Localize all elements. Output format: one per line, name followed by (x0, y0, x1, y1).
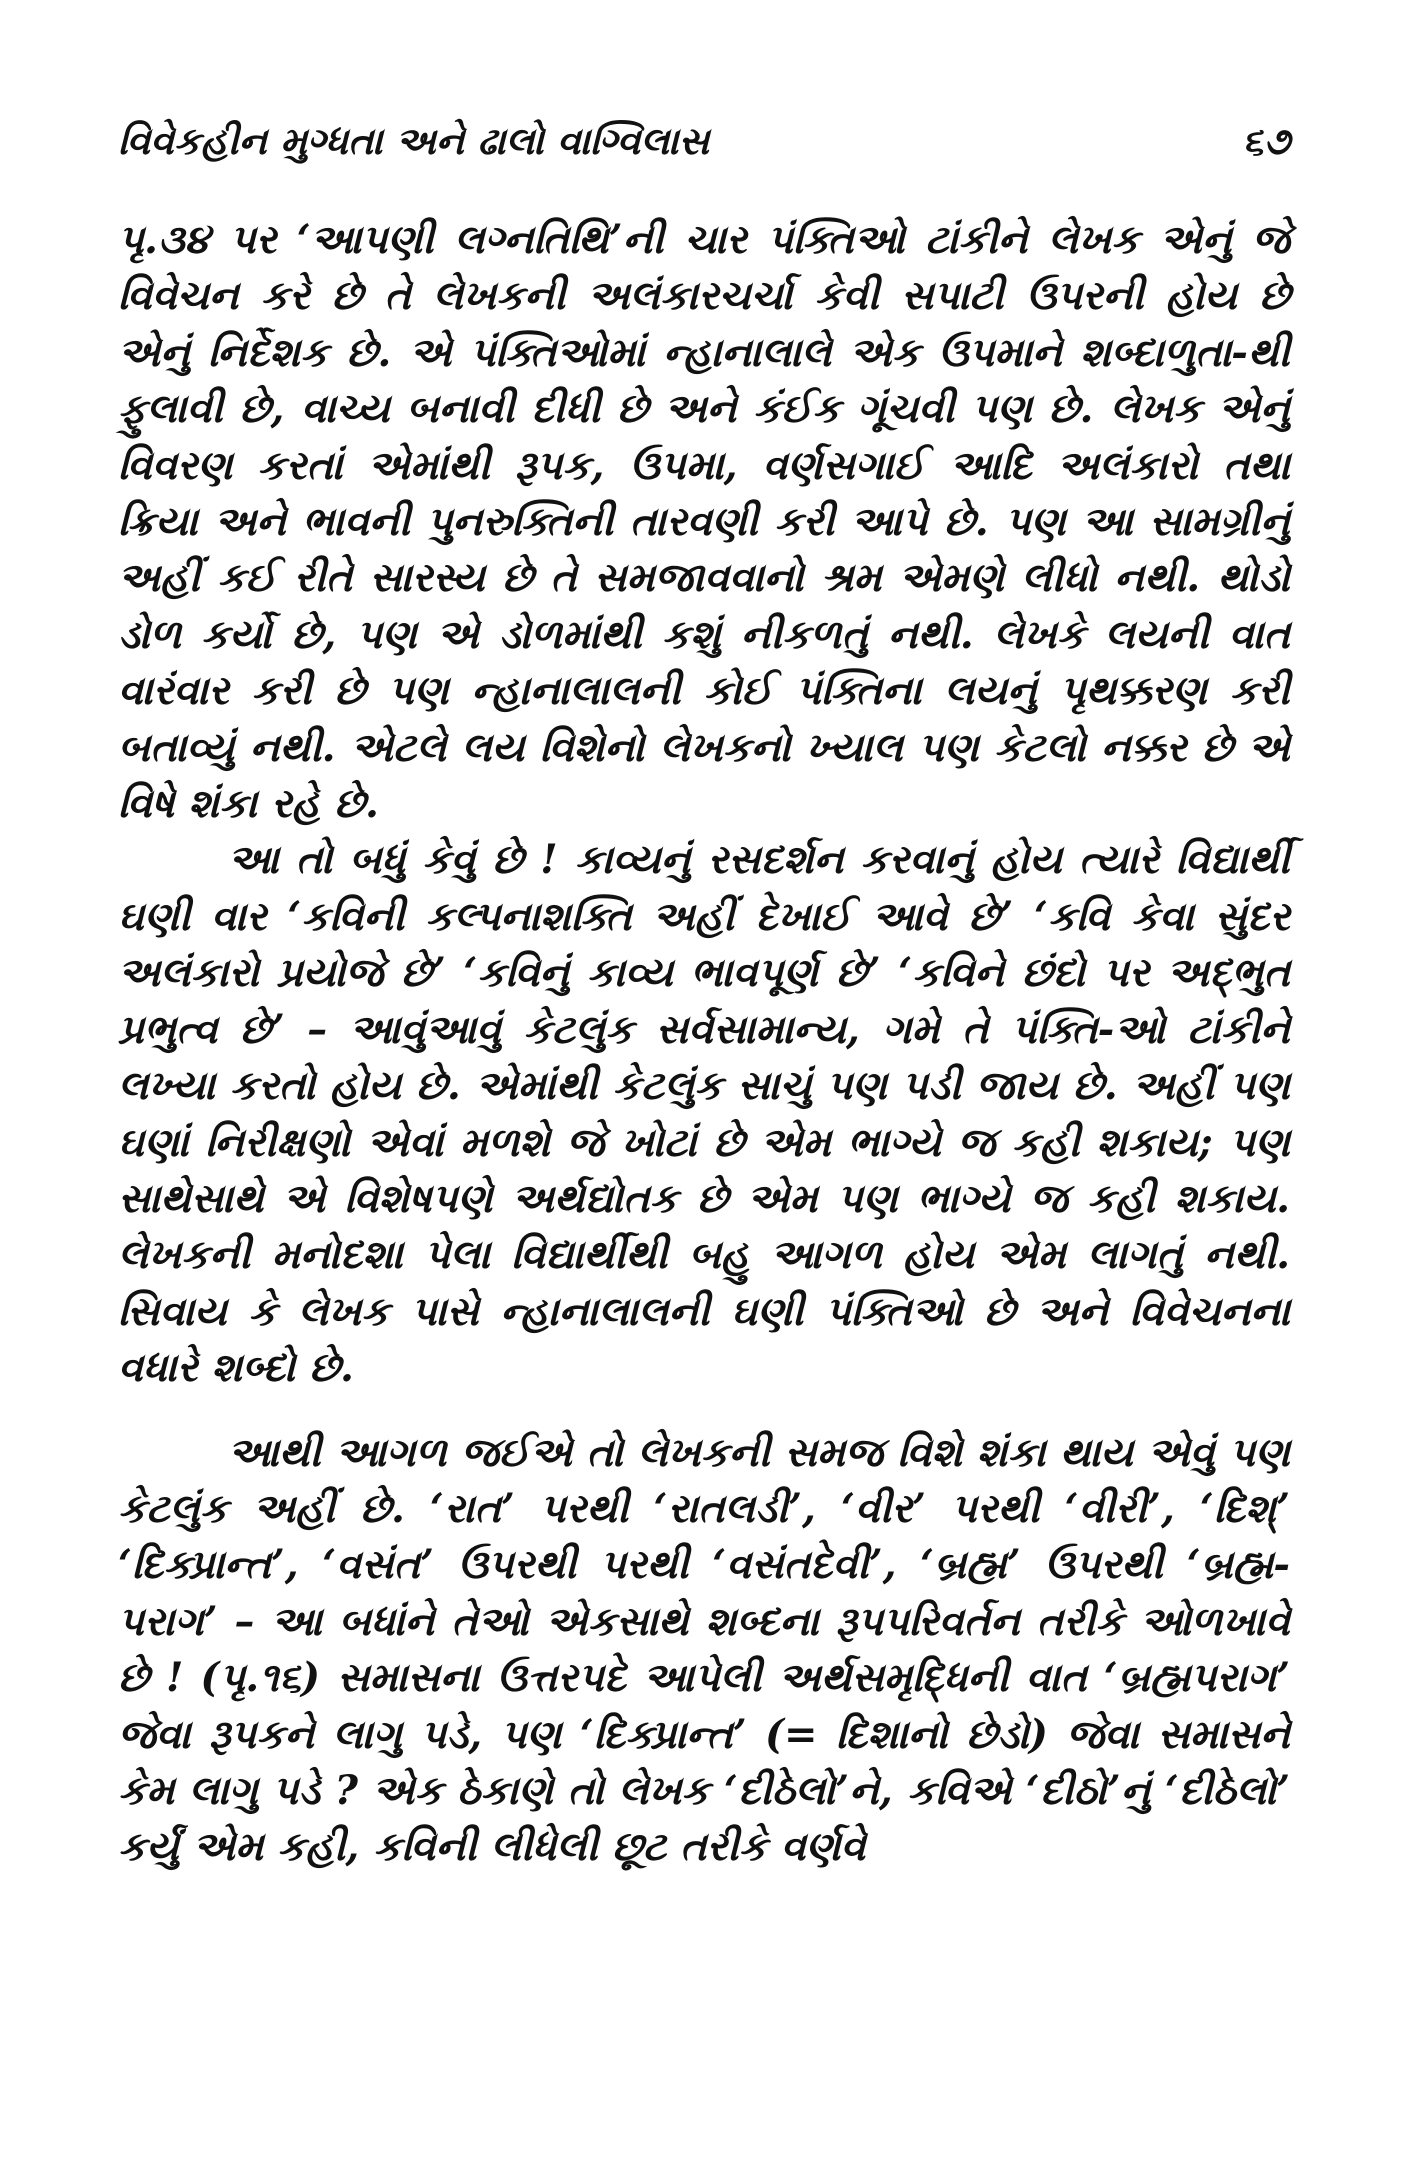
page-number: ૬૭ (1242, 118, 1290, 163)
running-head (118, 118, 1290, 178)
body-text (118, 212, 1290, 1876)
paragraph-3: આથી આગળ જઈએ તો લેખકની સમજ વિશે શંકા થાય એવું પણ કેટલુંક અહીં છે. ‘રાત’ પરથી ‘રાતલડી’, ‘વીર’ પરથી ‘વીરી’, ‘દિશ્’ ‘દિક્પ્રાન્ત’, ‘વસંત’ ઉપરથી પરથી ‘વસંતદેવી’, ‘બ્રહ્મ’ ઉપરથી ‘બ્રહ્મ-પરાગ’ – આ બધાંને તેઓ એકસાથે શબ્દના રૂપપરિવર્તન તરીકે ઓળખાવે છે ! (પૃ.૧૬) સમાસના ઉત્તરપદે આપેલી અર્થસમૃદ્ધિની વાત ‘બ્રહ્મપરાગ’ જેવા રૂપકને લાગુ પડે, પણ ‘દિક્પ્રાન્ત’ (= દિશાનો છેડો) જેવા સમાસને કેમ લાગુ પડે ? એક ઠેકાણે તો લેખક ‘દીઠેલો’ને, કવિએ ‘દીઠો’નું ‘દીઠેલો’ કર્યું એમ કહી, કવિની લીધેલી છૂટ તરીકે વર્ણવે (118, 1428, 1290, 1871)
chapter-title: વિવેકહીન મુગ્ધતા અને ઢાલો વાગ્વિલાસ (118, 118, 710, 163)
paragraph-1: પૃ.૩૪ પર ‘આપણી લગ્નતિથિ’ની ચાર પંક્તિઓ ટાંકીને લેખક એનું જે વિવેચન કરે છે તે લેખકની અલંકારચર્ચા કેવી સપાટી ઉપરની હોય છે એનું નિર્દેશક છે. એ પંક્તિઓમાં ન્હાનાલાલે એક ઉપમાને શબ્દાળુતા-થી ફુલાવી છે, વાચ્ય બનાવી દીધી છે અને કંઈક ગૂંચવી પણ છે. લેખક એનું વિવરણ કરતાં એમાંથી રૂપક, ઉપમા, વર્ણસગાઈ આદિ અલંકારો તથા ક્રિયા અને ભાવની પુનરુક્તિની તારવણી કરી આપે છે. પણ આ સામગ્રીનું અહીં કઈ રીતે સારસ્ય છે તે સમજાવવાનો શ્રમ એમણે લીધો નથી. થોડો ડોળ કર્યો છે, પણ એ ડોળમાંથી કશું નીકળતું નથી. લેખકે લયની વાત વારંવાર કરી છે પણ ન્હાનાલાલની કોઈ પંક્તિના લયનું પૃથક્કરણ કરી બતાવ્યું નથી. એટલે લય વિશેનો લેખકનો ખ્યાલ પણ કેટલો નક્કર છે એ વિષે શંકા રહે છે. (118, 216, 1290, 828)
paragraph-2: આ તો બધું કેવું છે ! કાવ્યનું રસદર્શન કરવાનું હોય ત્યારે વિદ્યાર્થી ઘણી વાર ‘કવિની કલ્પનાશક્તિ અહીં દેખાઈ આવે છે’ ‘કવિ કેવા સુંદર અલંકારો પ્રયોજે છે’ ‘કવિનું કાવ્ય ભાવપૂર્ણ છે’ ‘કવિને છંદો પર અદ્‌ભુત પ્રભુત્વ છે’ – આવુંઆવું કેટલુંક સર્વસામાન્ય, ગમે તે પંક્તિ-ઓ ટાંકીને લખ્યા કરતો હોય છે. એમાંથી કેટલુંક સાચું પણ પડી જાય છે. અહીં પણ ઘણાં નિરીક્ષણો એવાં મળશે જે ખોટાં છે એમ ભાગ્યે જ કહી શકાય; પણ સાથેસાથે એ વિશેષપણે અર્થદ્યોતક છે એમ પણ ભાગ્યે જ કહી શકાય. લેખકની મનોદશા પેલા વિદ્યાર્થીથી બહુ આગળ હોય એમ લાગતું નથી. સિવાય કે લેખક પાસે ન્હાનાલાલની ઘણી પંક્તિઓ છે અને વિવેચનના વધારે શબ્દો છે. (118, 836, 1290, 1392)
